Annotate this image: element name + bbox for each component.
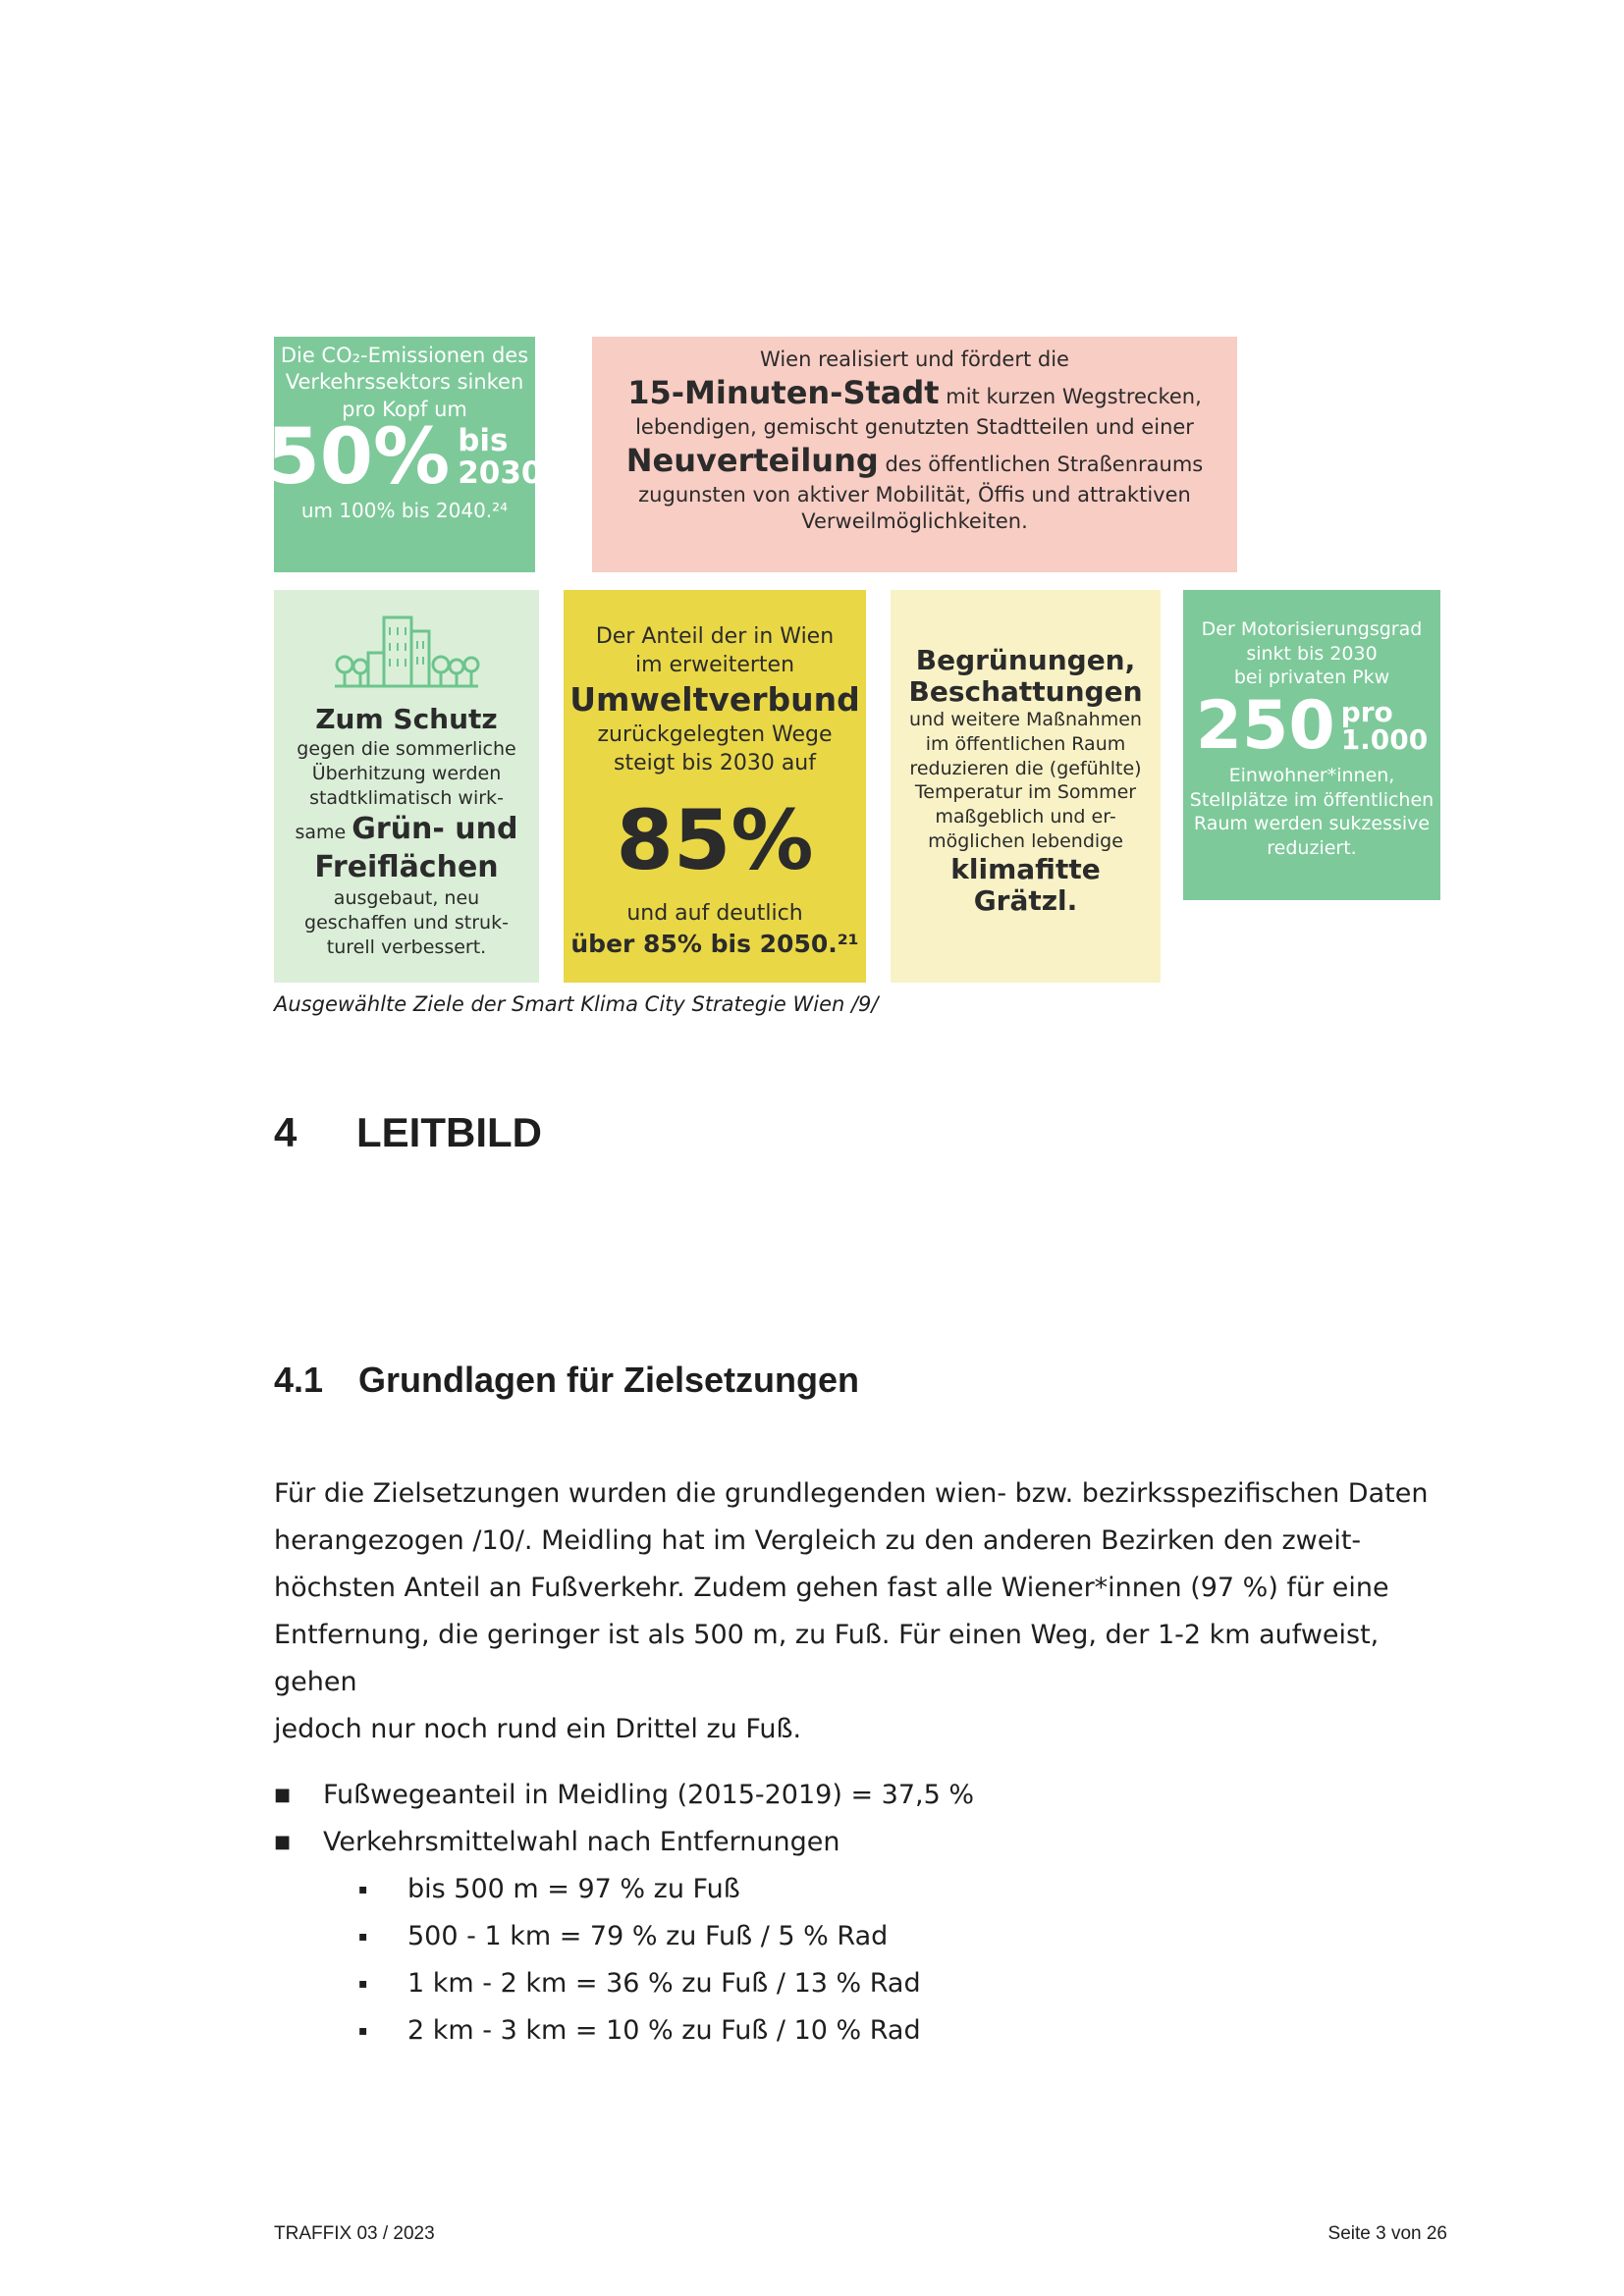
schutz-line: stadtklimatisch wirk-: [309, 786, 504, 809]
begruenung-heading: Begrünungen,: [915, 644, 1136, 676]
footer-left: TRAFFIX 03 / 2023: [274, 2223, 435, 2244]
umwelt-line: steigt bis 2030 auf: [613, 750, 816, 775]
15min-line: Verweilmöglichkeiten.: [801, 509, 1028, 534]
schutz-line: [274, 810, 539, 848]
sub-list-item: [358, 1866, 740, 1913]
motor-line: reduziert.: [1267, 836, 1357, 859]
schutz-line: geschaffen und struk-: [304, 912, 509, 934]
sub-list-item: [358, 1913, 888, 1960]
sub-bullet-marker: ▪: [358, 1929, 368, 1945]
co2-suffix: 2030: [458, 454, 543, 491]
motor-line: Einwohner*innen,: [1228, 764, 1395, 786]
15min-line-rest: mit kurzen Wegstrecken,: [939, 385, 1202, 409]
co2-line: Verkehrssektors sinken: [285, 370, 524, 395]
section-number: 4: [274, 1109, 298, 1155]
city-trees-icon: [333, 614, 480, 690]
motor-big-number: 250: [1195, 687, 1335, 766]
begruenung-line: möglichen lebendige: [928, 829, 1123, 852]
tile-umweltverbund: [564, 590, 866, 983]
tile-zum-schutz: [274, 590, 539, 983]
body-paragraph: [274, 1470, 1442, 1753]
section-title: LEITBILD: [356, 1109, 542, 1155]
umwelt-heading: Umweltverbund: [569, 680, 860, 720]
bullet-marker: ■: [274, 1785, 292, 1805]
sub-list-item-text: 2 km - 3 km = 10 % zu Fuß / 10 % Rad: [407, 2015, 921, 2046]
co2-line: pro Kopf um: [342, 397, 467, 421]
begruenung-bold: klimafitte: [950, 852, 1101, 885]
schutz-bold: Grün- und: [352, 812, 518, 847]
co2-figure: [266, 412, 543, 502]
sub-bullet-marker: ▪: [358, 1882, 368, 1897]
sub-list-item-text: 500 - 1 km = 79 % zu Fuß / 5 % Rad: [407, 1921, 889, 1951]
schutz-line: turell verbessert.: [326, 935, 487, 958]
sub-list-item-text: bis 500 m = 97 % zu Fuß: [407, 1874, 740, 1904]
begruenung-line: Temperatur im Sommer: [914, 781, 1137, 804]
list-item-text: Verkehrsmittelwahl nach Entfernungen: [323, 1827, 840, 1857]
list-item: [274, 1772, 974, 1819]
paragraph-line: höchsten Anteil an Fußverkehr. Zudem gehen fast alle Wiener*innen (97 %) für eine: [274, 1573, 1389, 1603]
co2-footnote: um 100% bis 2040.²⁴: [300, 498, 509, 522]
section-heading: [274, 1109, 542, 1156]
sub-bullet-marker: ▪: [358, 2023, 368, 2039]
umwelt-line: zurückgelegten Wege: [597, 722, 833, 748]
15min-line: zugunsten von aktiver Mobilität, Öffis und attraktiven: [638, 482, 1191, 507]
schutz-line: Überhitzung werden: [311, 763, 502, 785]
figure-caption: Ausgewählte Ziele der Smart Klima City Strategie Wien /9/: [274, 992, 879, 1016]
15min-highlight: 15-Minuten-Stadt: [627, 374, 940, 412]
umwelt-bold: über 85% bis 2050.²¹: [570, 929, 859, 958]
umwelt-line: Der Anteil der in Wien: [595, 624, 835, 649]
begruenung-heading: Beschattungen: [908, 675, 1143, 709]
bullet-marker: ■: [274, 1832, 292, 1852]
tile-co2-emissions: [266, 337, 543, 572]
motor-suffix: pro: [1340, 696, 1393, 729]
motor-line: sinkt bis 2030: [1246, 642, 1378, 665]
motor-figure: [1183, 687, 1440, 766]
paragraph-line: Für die Zielsetzungen wurden die grundlegenden wien- bzw. bezirksspezifischen Daten: [274, 1478, 1429, 1509]
15min-highlight: Neuverteilung: [625, 442, 879, 480]
schutz-line: ausgebaut, neu: [333, 887, 480, 910]
begruenung-line: reduzieren die (gefühlte): [909, 757, 1142, 779]
co2-suffix: bis: [458, 423, 509, 459]
tile-15-minuten-stadt: [592, 337, 1237, 572]
sub-list-item: [358, 1960, 921, 2007]
paragraph-line: herangezogen /10/. Meidling hat im Vergleich zu den anderen Bezirken den zweit-: [274, 1525, 1362, 1556]
schutz-heading: Zum Schutz: [315, 703, 498, 735]
15min-line: lebendigen, gemischt genutzten Stadtteilen und einer: [635, 414, 1194, 439]
15min-line: [592, 373, 1237, 414]
umwelt-line: und auf deutlich: [626, 901, 803, 927]
motor-line: Stellplätze im öffentlichen: [1189, 788, 1435, 811]
sub-list-item-text: 1 km - 2 km = 36 % zu Fuß / 13 % Rad: [407, 1968, 921, 1999]
begruenung-line: maßgeblich und er-: [935, 806, 1116, 828]
subsection-number: 4.1: [274, 1360, 324, 1400]
paragraph-line: jedoch nur noch rund ein Drittel zu Fuß.: [274, 1714, 802, 1744]
co2-line: Die CO₂-Emissionen des: [280, 344, 529, 367]
begruenung-line: und weitere Maßnahmen: [909, 709, 1142, 731]
begruenung-bold: Grätzl.: [973, 883, 1078, 917]
motor-line: Raum werden sukzessive: [1193, 813, 1431, 835]
15min-line-rest: des öffentlichen Straßenraums: [878, 453, 1204, 477]
tile-begruenungen: [891, 590, 1161, 983]
motor-line: bei privaten Pkw: [1233, 667, 1390, 689]
15min-line: Wien realisiert und fördert die: [760, 347, 1069, 371]
umwelt-big-number: 85%: [616, 792, 814, 889]
sub-bullet-marker: ▪: [358, 1976, 368, 1992]
paragraph-line: Entfernung, die geringer ist als 500 m, zu Fuß. Für einen Weg, der 1-2 km aufweist, gehen: [274, 1620, 1380, 1697]
schutz-bold: Freiflächen: [314, 850, 499, 885]
co2-big-number: 50%: [266, 412, 451, 502]
tile-motorisierungsgrad: [1183, 590, 1440, 900]
sub-list-item: [358, 2007, 921, 2055]
subsection-title: Grundlagen für Zielsetzungen: [358, 1360, 860, 1400]
schutz-line: gegen die sommerliche: [297, 738, 516, 761]
15min-line: [592, 441, 1237, 482]
subsection-heading: [274, 1360, 859, 1401]
motor-line: Der Motorisierungsgrad: [1201, 618, 1423, 640]
schutz-prefix: same: [295, 822, 352, 844]
begruenung-line: im öffentlichen Raum: [925, 733, 1126, 756]
co2-year-stack: [458, 425, 542, 489]
motor-suffix: 1.000: [1340, 723, 1429, 757]
list-item-text: Fußwegeanteil in Meidling (2015-2019) = 37,5 %: [323, 1780, 975, 1810]
umwelt-line: im erweiterten: [634, 652, 795, 677]
list-item: [274, 1819, 839, 1866]
footer-page-number: Seite 3 von 26: [1327, 2223, 1447, 2244]
motor-suffix-stack: [1340, 696, 1429, 757]
